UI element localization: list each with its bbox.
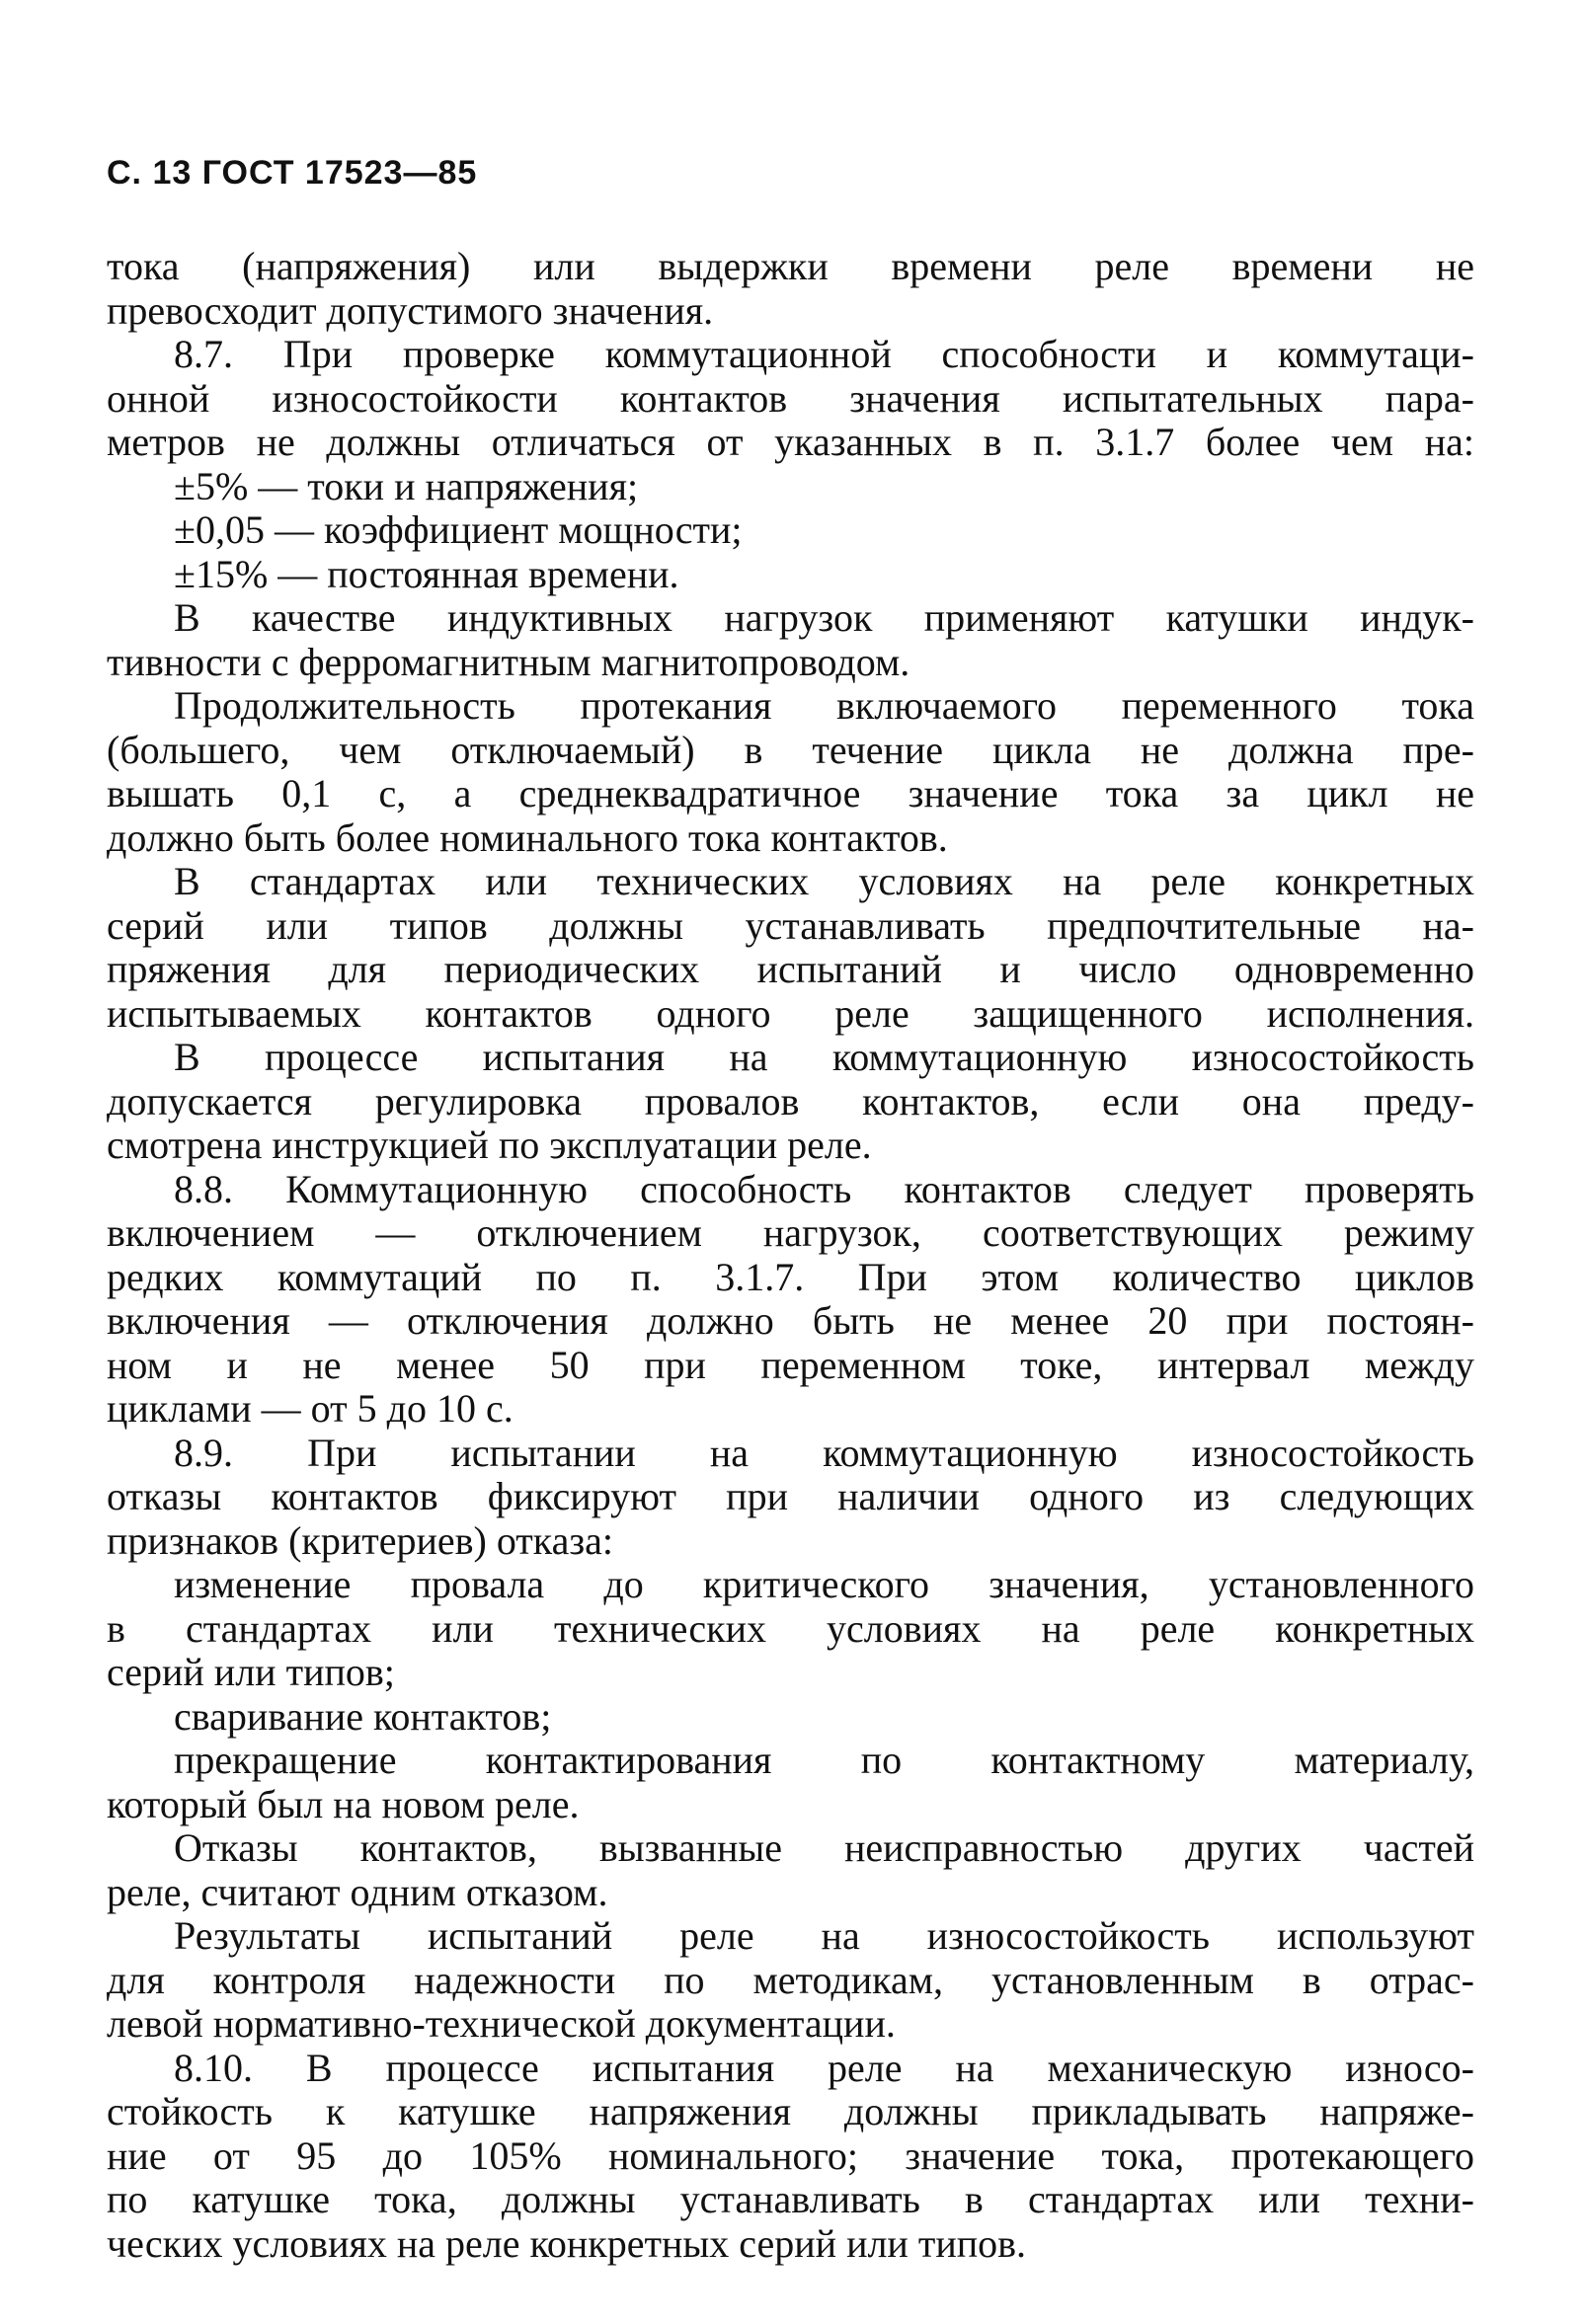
text-line: реле, считают одним отказом. [107,1869,608,1914]
document-body [107,245,1474,2266]
text-line: ±5% — токи и напряжения; [174,463,639,508]
page-header: С. 13 ГОСТ 17523—85 [107,154,478,192]
text-line: изменение провала до критического значения, установленного [174,1562,1474,1606]
text-line: редких коммутаций по п. 3.1.7. При этом количество циклов [107,1254,1474,1299]
text-line: по катушке тока, должны устанавливать в стандартах или техни- [107,2177,1474,2221]
text-line: метров не должны отличаться от указанных в п. 3.1.7 более чем на: [107,420,1474,464]
text-line: ние от 95 до 105% номинального; значение тока, протекающего [107,2132,1474,2178]
text-line: должно быть более номинального тока контактов. [107,814,948,860]
text-line: пряжения для периодических испытаний и число одновременно [107,947,1474,991]
text-line: Отказы контактов, вызванные неисправностью других частей [174,1825,1474,1870]
text-line: В качестве индуктивных нагрузок применяют катушки индук- [174,595,1474,640]
text-line: сваривание контактов; [174,1693,552,1739]
text-line: ном и не менее 50 при переменном токе, интервал между [107,1342,1474,1387]
text-line: ±0,05 — коэффициент мощности; [174,507,743,552]
text-line: отказы контактов фиксируют при наличии одного из следующих [107,1474,1474,1518]
text-line: для контроля надежности по методикам, установленным в отрас- [107,1957,1474,2002]
text-line: испытываемых контактов одного реле защищенного исполнения. [107,990,1474,1036]
text-line: тока (напряжения) или выдержки времени реле времени не [107,244,1474,288]
text-line: в стандартах или технических условиях на реле конкретных [107,1605,1474,1651]
text-line: Продолжительность протекания включаемого переменного тока [174,683,1474,728]
text-line: включением — отключением нагрузок, соответствующих режиму [107,1210,1474,1255]
text-line: допускается регулировка провалов контактов, если она преду- [107,1078,1474,1123]
text-line: циклами — от 5 до 10 с. [107,1386,514,1431]
text-line: ческих условиях на реле конкретных серий или типов. [107,2220,1027,2266]
text-line: смотрена инструкцией по эксплуатации реле. [107,1123,872,1167]
text-line: серий или типов должны устанавливать предпочтительные на- [107,902,1474,948]
text-line: 8.9. При испытании на коммутационную износостойкость [174,1430,1474,1475]
text-line: ±15% — постоянная времени. [174,551,679,596]
text-line: Результаты испытаний реле на износостойкость используют [174,1913,1474,1958]
text-line: 8.7. При проверке коммутационной способности и коммутаци- [174,332,1474,376]
text-line: серий или типов; [107,1650,395,1694]
text-line: признаков (критериев) отказа: [107,1517,614,1563]
text-line: прекращение контактирования по контактному материалу, [174,1738,1474,1782]
text-line: который был на новом реле. [107,1781,580,1826]
text-line: стойкость к катушке напряжения должны прикладывать напряже- [107,2089,1474,2133]
text-line: В процессе испытания на коммутационную износостойкость [174,1035,1474,1079]
text-line: 8.8. Коммутационную способность контактов следует проверять [174,1166,1474,1211]
text-line: вышать 0,1 с, а среднеквадратичное значение тока за цикл не [107,771,1474,815]
text-line: левой нормативно-технической документации. [107,2001,896,2046]
text-line: включения — отключения должно быть не менее 20 при постоян- [107,1298,1474,1343]
text-line: превосходит допустимого значения. [107,287,714,333]
text-line: онной износостойкости контактов значения испытательных пара- [107,375,1474,421]
text-line: В стандартах или технических условиях на реле конкретных [174,859,1474,903]
text-line: 8.10. В процессе испытания реле на механическую износо- [174,2045,1474,2090]
text-line: тивности с ферромагнитным магнитопроводом. [107,639,910,684]
text-line: (большего, чем отключаемый) в течение цикла не должна пре- [107,727,1474,772]
